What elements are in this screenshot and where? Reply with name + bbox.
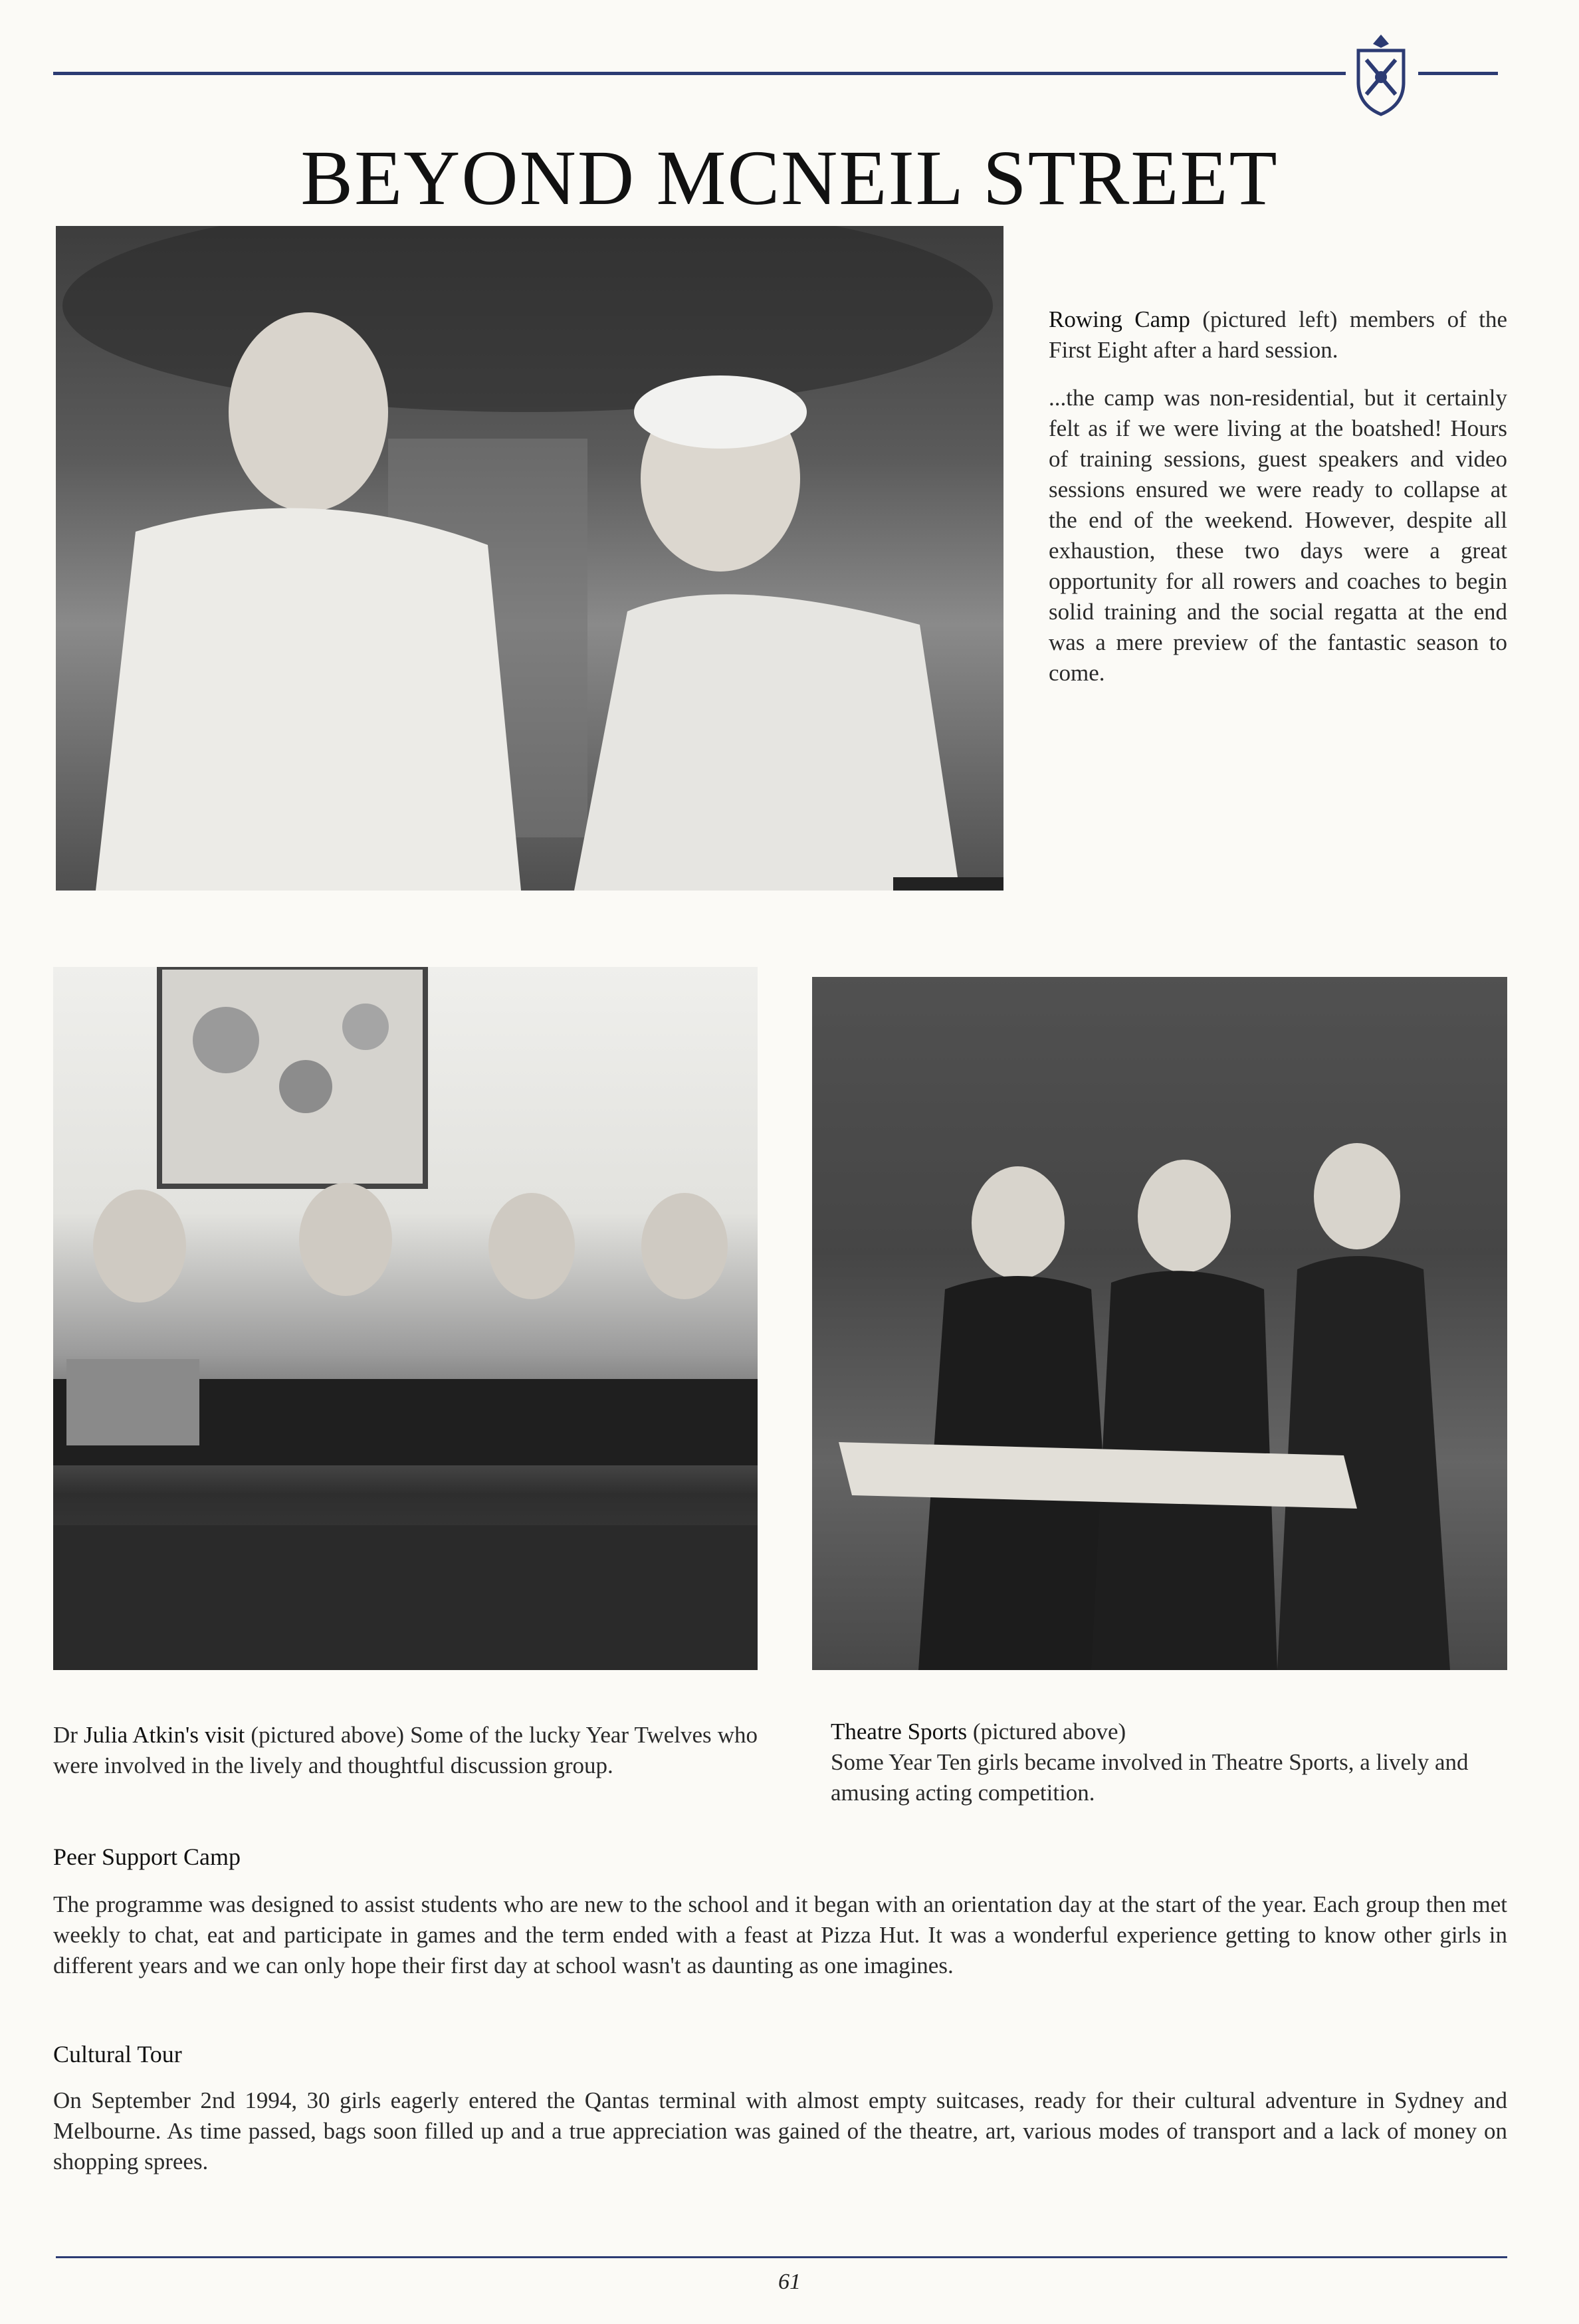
theatre-sports-body: Some Year Ten girls became involved in Theatre Sports, a lively and amusing acting competition. — [831, 1749, 1469, 1806]
top-rule-right — [1418, 72, 1498, 75]
bottom-rule — [56, 2256, 1507, 2258]
top-rule — [53, 72, 1346, 75]
theatre-sports-caption-rest: (pictured above) — [967, 1719, 1126, 1744]
rowing-camp-heading: Rowing Camp — [1049, 306, 1190, 332]
rowing-camp-photo — [56, 226, 1003, 891]
rowing-camp-caption — [1049, 304, 1507, 366]
peer-support-body: The programme was designed to assist students who are new to the school and it began with an orientation day at the start of the year. Each group then met weekly to chat, eat and participate in games and the term ended with a feast at Pizza Hut. It was a wonderful experience getting to know other girls in different years and we can only hope their first day at school wasn't as daunting as one imagines. — [53, 1891, 1507, 1978]
julia-atkin-caption — [53, 1720, 758, 1781]
julia-atkin-prefix: Dr — [53, 1722, 84, 1748]
theatre-sports-caption — [831, 1717, 1495, 1808]
school-crest-icon — [1349, 31, 1413, 118]
cultural-tour-heading: Cultural Tour — [53, 2041, 182, 2067]
rowing-camp-caption-rest: (pictured left) members of the First Eight after a hard session. — [1049, 306, 1507, 363]
rowing-camp-body: ...the camp was non-residential, but it certainly felt as if we were living at the boatshed! Hours of training sessions, guest speakers and video sessions ensured we were ready to collapse at the end of the weekend. However, despite all exhaustion, these two days were a great opportunity for all rowers and coaches to begin solid training and the social regatta at the end was a mere preview of the fantastic season to come. — [1049, 385, 1507, 686]
julia-atkin-heading: Julia Atkin's visit — [84, 1722, 245, 1748]
page-number: 61 — [778, 2270, 801, 2294]
rowing-camp-text — [1049, 304, 1507, 706]
page-title: BEYOND MCNEIL STREET — [300, 134, 1279, 221]
theatre-sports-photo — [812, 977, 1507, 1670]
cultural-tour-body: On September 2nd 1994, 30 girls eagerly entered the Qantas terminal with almost empty suitcases, ready for their cultural adventure in Sydney and Melbourne. As time passed, bags soon filled up and a true appreciation was gained of the theatre, art, various modes of transport and a lack of money on shopping sprees. — [53, 2087, 1507, 2174]
peer-support-heading: Peer Support Camp — [53, 1844, 241, 1870]
julia-atkin-caption-rest: (pictured above) Some of the lucky Year Twelves who were involved in the lively and thoughtful discussion group. — [53, 1722, 758, 1778]
julia-atkin-visit-photo — [53, 967, 758, 1670]
theatre-sports-heading: Theatre Sports — [831, 1719, 968, 1744]
